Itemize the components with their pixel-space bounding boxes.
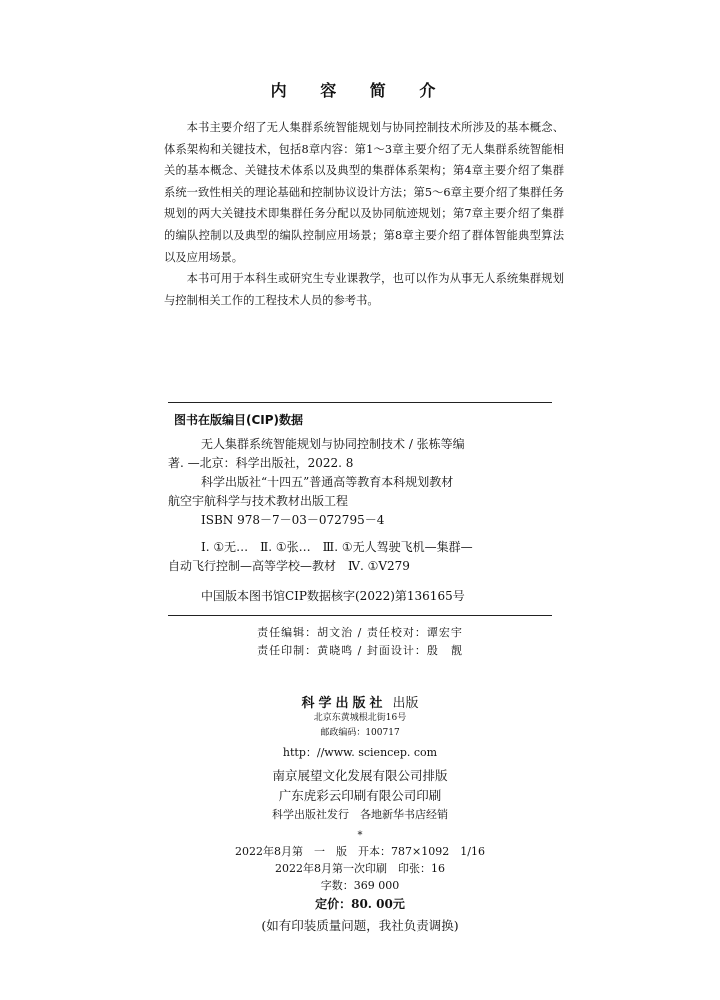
page-title: 内 容 简 介 bbox=[270, 81, 450, 100]
summary-paragraph: 本书可用于本科生或研究生专业课教学，也可以作为从事无人系统集群规划与控制相关工作的工程技术人员的参考书。 bbox=[164, 272, 564, 307]
book-summary bbox=[164, 117, 564, 311]
editors-credits bbox=[0, 624, 720, 660]
cip-subject-line: Ⅰ. ①无… Ⅱ. ①张… Ⅲ. ①无人驾驶飞机—集群— bbox=[201, 540, 473, 554]
cip-series-line: 航空宇航科学与技术教材出版工程 bbox=[168, 494, 349, 508]
cip-isbn: ISBN 978－7－03－072795－4 bbox=[201, 513, 385, 527]
cip-series-line: 科学出版社“十四五”普通高等教育本科规划教材 bbox=[201, 475, 454, 489]
publisher-website: http：//www. sciencep. com bbox=[282, 746, 438, 759]
cip-heading: 图书在版编目(CIP)数据 bbox=[174, 413, 304, 427]
cip-imprint-line: 著. —北京：科学出版社，2022. 8 bbox=[168, 456, 354, 470]
publisher-postcode: 邮政编码：100717 bbox=[320, 728, 400, 738]
cip-bottom-rule bbox=[168, 615, 552, 616]
word-count: 字数：369 000 bbox=[320, 879, 400, 892]
quality-notice: (如有印装质量问题，我社负责调换) bbox=[261, 918, 459, 933]
price: 定价：80. 00元 bbox=[315, 897, 405, 911]
edition-line: 2022年8月第 一 版 开本：787×1092 1/16 bbox=[235, 845, 485, 858]
publisher-verb: 出版 bbox=[392, 696, 419, 711]
cip-entry bbox=[168, 435, 552, 576]
typesetter: 南京展望文化发展有限公司排版 bbox=[272, 768, 448, 783]
editors-line: 责任印制：黄晓鸣 / 封面设计：殷 靓 bbox=[257, 644, 463, 657]
editors-line: 责任编辑：胡文治 / 责任校对：谭宏宇 bbox=[257, 626, 463, 639]
publisher-block bbox=[0, 692, 720, 841]
printer: 广东虎彩云印刷有限公司印刷 bbox=[278, 788, 442, 803]
publisher-line bbox=[0, 692, 720, 711]
cip-title-line: 无人集群系统智能规划与协同控制技术 / 张栋等编 bbox=[201, 437, 465, 451]
cip-subject-line: 自动飞行控制—高等学校—教材 Ⅳ. ①V279 bbox=[168, 559, 410, 573]
distribution: 科学出版社发行 各地新华书店经销 bbox=[272, 808, 448, 821]
cip-block bbox=[168, 402, 552, 616]
cip-top-rule bbox=[168, 402, 552, 403]
publisher-address: 北京东黄城根北街16号 bbox=[313, 713, 407, 723]
summary-paragraph: 本书主要介绍了无人集群系统智能规划与协同控制技术所涉及的基本概念、体系架构和关键技术，包括8章内容：第1～3章主要介绍了无人集群系统智能相关的基本概念、关键技术体系以及典型的集群体系架构；第4章主要介绍了集群系统一致性相关的理论基础和控制协议设计方法；第5～6章主要介绍了集群任务规划的两大关键技术即集群任务分配以及协同航迹规划；第7章主要介绍了集群的编队控制以及典型的编队控制应用场景；第8章主要介绍了群体智能典型算法以及应用场景。 bbox=[164, 121, 564, 264]
separator-asterisk: * bbox=[357, 830, 363, 841]
publisher-name: 科学出版社 bbox=[301, 696, 387, 711]
edition-line: 2022年8月第一次印刷 印张：16 bbox=[275, 862, 445, 875]
cip-approval-number: 中国版本图书馆CIP数据核字(2022)第136165号 bbox=[201, 589, 465, 603]
edition-info bbox=[0, 843, 720, 934]
